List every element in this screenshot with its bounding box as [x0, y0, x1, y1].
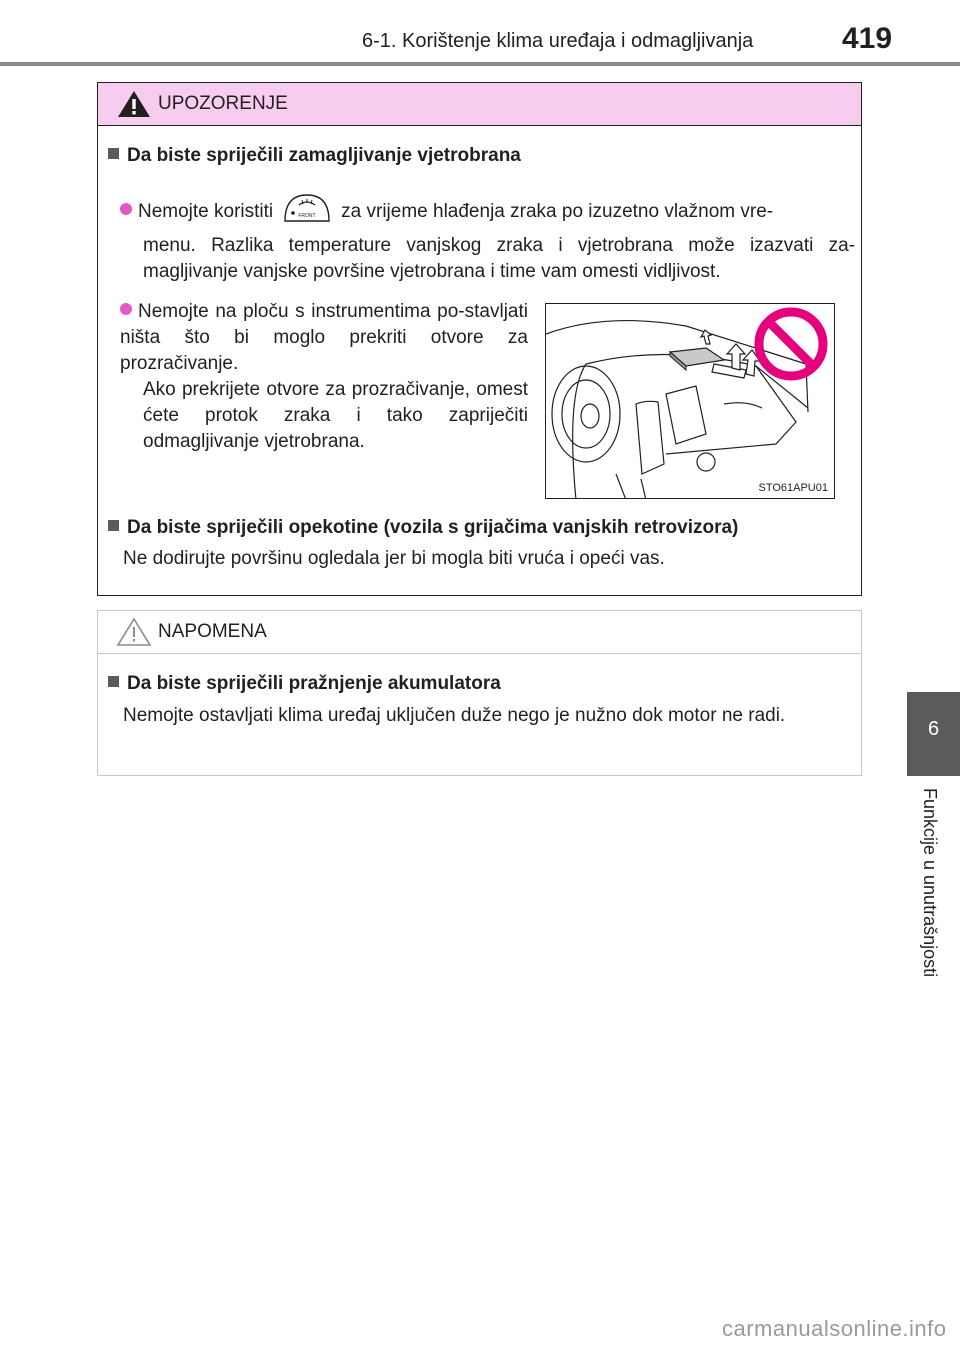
header-rule — [0, 62, 960, 66]
notice-header — [98, 611, 861, 654]
warning-bullet2-continued: Ako prekrijete otvore za prozračivanje, omest ćete protok zraka i tako zapriječiti odmagljivanje vjetrobrana. — [143, 379, 528, 452]
figure-code: STO61APU01 — [758, 482, 828, 494]
chapter-title: Funkcije u unutrašnjosti — [920, 788, 940, 978]
watermark-text: carmanualsonline.info — [722, 1316, 947, 1341]
dashboard-illustration — [545, 303, 835, 499]
warning-section1-heading: Da biste spriječili zamagljivanje vjetrobrana — [108, 145, 521, 167]
dashboard-drawing — [546, 304, 835, 499]
notice-triangle-icon — [116, 617, 152, 647]
warning-bullet1-line1: Nemojte koristiti FRONT za vrijeme hlađenja zraka po izuzetno vlažnom vre- — [120, 193, 855, 231]
square-bullet-icon — [108, 148, 119, 159]
chapter-number: 6 — [927, 718, 940, 740]
warning-box — [97, 82, 862, 596]
warning-bullet2: Nemojte na ploču s instrumentima po-stavljati ništa što bi moglo prekriti otvore za prozračivanje. — [120, 301, 528, 374]
chapter-tab — [907, 692, 960, 776]
square-bullet-icon — [108, 676, 119, 687]
warning-triangle-icon — [116, 89, 152, 119]
square-bullet-icon — [108, 520, 119, 531]
notice-section-heading: Da biste spriječili pražnjenje akumulatora — [108, 673, 501, 695]
warning-section2-heading: Da biste spriječili opekotine (vozila s grijačima vanjskih retrovizora) — [108, 517, 738, 539]
page-number: 419 — [842, 22, 893, 55]
notice-section-text: Nemojte ostavljati klima uređaj uključen duže nego je nužno dok motor ne radi. — [123, 705, 786, 726]
warning-section2-text: Ne dodirujte površinu ogledala jer bi mogla biti vruća i opeći vas. — [123, 548, 665, 569]
front-label: FRONT — [298, 213, 316, 219]
bullet-dot-icon — [120, 203, 132, 215]
warning-label: UPOZORENJE — [158, 93, 288, 114]
notice-label: NAPOMENA — [158, 621, 267, 642]
bullet-dot-icon — [120, 303, 132, 315]
warning-header — [98, 83, 861, 126]
front-defogger-button-icon — [281, 193, 333, 231]
warning-bullet1-continued: menu. Razlika temperature vanjskog zraka i vjetrobrana može izazvati za-magljivanje vanjske površine vjetrobrana i time vam omesti vidljivost. — [143, 235, 855, 282]
notice-box — [97, 610, 862, 776]
section-title: 6-1. Korištenje klima uređaja i odmagljivanja — [362, 30, 754, 52]
